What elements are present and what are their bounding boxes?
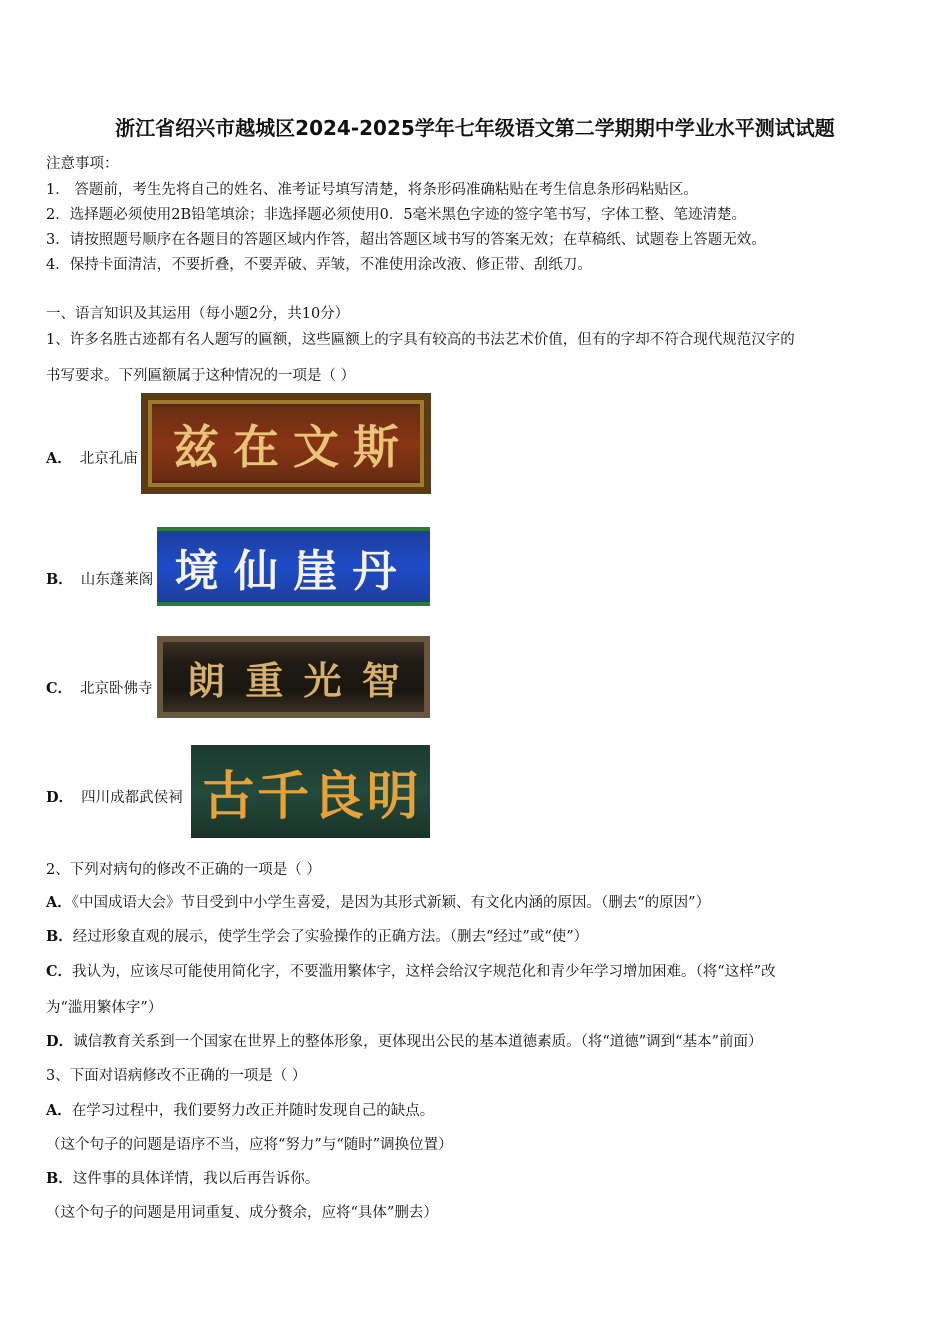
- plaque-char: 重: [245, 657, 284, 703]
- option-letter: A．: [46, 450, 72, 467]
- q1-stem-line2: 书写要求。下列匾额属于这种情况的一项是（ ）: [46, 368, 356, 384]
- option-text: 经过形象直观的展示，使学生学会了实验操作的正确方法。（删去“经过”或“使”）: [72, 929, 589, 945]
- option-text: 山东蓬莱阁: [80, 572, 154, 588]
- option-text: 诚信教育关系到一个国家在世界上的整体形象，更体现出公民的基本道德素质。（将“道德”调到“基本”前面）: [73, 1034, 763, 1050]
- plaque-char: 在: [233, 419, 279, 474]
- option-letter: B．: [46, 571, 73, 588]
- plaque-char: 明: [366, 766, 419, 827]
- q2-option-d: [46, 1030, 762, 1051]
- option-text: 在学习过程中，我们要努力改正并随时发现自己的缺点。: [71, 1103, 435, 1119]
- q2-option-c: [46, 960, 776, 981]
- q3-option-a: [46, 1099, 434, 1120]
- option-letter: D．: [46, 1033, 74, 1050]
- option-letter: B．: [46, 928, 73, 945]
- plaque-char: 文: [293, 419, 339, 474]
- option-text: 这件事的具体详情，我以后再告诉你。: [72, 1171, 320, 1187]
- plaque-image-b: [157, 527, 430, 606]
- plaque-image-d: [191, 745, 430, 838]
- option-text: 北京卧佛寺: [80, 681, 153, 697]
- plaque-char: 丹: [352, 545, 397, 597]
- plaque-char: 仙: [233, 545, 278, 597]
- notice-item-2: 2．选择题必须使用2B铅笔填涂；非选择题必须使用0．5毫米黑色字迹的签字笔书写，字体工整、笔迹清楚。: [46, 207, 747, 223]
- notice-heading: 注意事项：: [46, 156, 119, 172]
- notice-item-4: 4．保持卡面清洁，不要折叠，不要弄破、弄皱，不准使用涂改液、修正带、刮纸刀。: [46, 257, 592, 273]
- q1-option-b: [46, 568, 153, 589]
- plaque-char: 兹: [173, 419, 219, 474]
- q2-option-c-cont: 为“滥用繁体字”）: [46, 1000, 163, 1016]
- option-text: 《中国成语大会》节目受到中小学生喜爱，是因为其形式新颖、有文化内涵的原因。（删去“的原因”）: [71, 895, 711, 911]
- q1-option-d: [46, 786, 183, 807]
- plaque-char: 古: [202, 766, 255, 827]
- plaque-char: 斯: [353, 419, 399, 474]
- q3-option-a-note: （这个句子的问题是语序不当，应将“努力”与“随时”调换位置）: [46, 1137, 453, 1153]
- plaque-char: 良: [311, 766, 364, 827]
- option-letter: B．: [46, 1170, 73, 1187]
- notice-item-1: 1． 答题前，考生先将自己的姓名、准考证号填写清楚，将条形码准确粘贴在考生信息条形码粘贴区。: [46, 182, 698, 198]
- q1-option-c: [46, 677, 153, 698]
- plaque-char: 境: [174, 545, 219, 597]
- option-letter: D．: [46, 789, 74, 806]
- q1-option-a: [46, 447, 138, 468]
- option-text: 四川成都武侯祠: [81, 790, 183, 806]
- q1-stem-line1: 1、许多名胜古迹都有名人题写的匾额，这些匾额上的字具有较高的书法艺术价值，但有的字却不符合现代规范汉字的: [46, 332, 795, 348]
- plaque-char: 智: [361, 657, 400, 703]
- plaque-char: 千: [257, 766, 310, 827]
- q2-stem: 2、下列对病句的修改不正确的一项是（ ）: [46, 862, 321, 878]
- q2-option-a: [46, 891, 710, 912]
- notice-item-3: 3．请按照题号顺序在各题目的答题区域内作答，超出答题区域书写的答案无效；在草稿纸、试题卷上答题无效。: [46, 232, 766, 248]
- plaque-image-a: [141, 393, 431, 494]
- q3-option-b-note: （这个句子的问题是用词重复、成分赘余，应将“具体”删去）: [46, 1205, 438, 1221]
- q2-option-b: [46, 925, 588, 946]
- option-letter: C．: [46, 963, 73, 980]
- option-letter: A．: [46, 1102, 72, 1119]
- option-text: 我认为，应该尽可能使用简化字，不要滥用繁体字，这样会给汉字规范化和青少年学习增加困难。（将“这样”改: [72, 964, 776, 980]
- exam-title: 浙江省绍兴市越城区2024-2025学年七年级语文第二学期期中学业水平测试试题: [115, 116, 835, 140]
- section-heading: 一、语言知识及其运用（每小题2分，共10分）: [46, 306, 350, 322]
- plaque-image-c: [157, 636, 430, 718]
- plaque-char: 崖: [293, 545, 338, 597]
- q3-option-b: [46, 1167, 319, 1188]
- option-text: 北京孔庙: [79, 451, 138, 467]
- option-letter: A．: [46, 894, 72, 911]
- q3-stem: 3、下面对语病修改不正确的一项是（ ）: [46, 1068, 307, 1084]
- plaque-char: 光: [303, 657, 342, 703]
- plaque-char: 朗: [187, 657, 226, 703]
- option-letter: C．: [46, 680, 73, 697]
